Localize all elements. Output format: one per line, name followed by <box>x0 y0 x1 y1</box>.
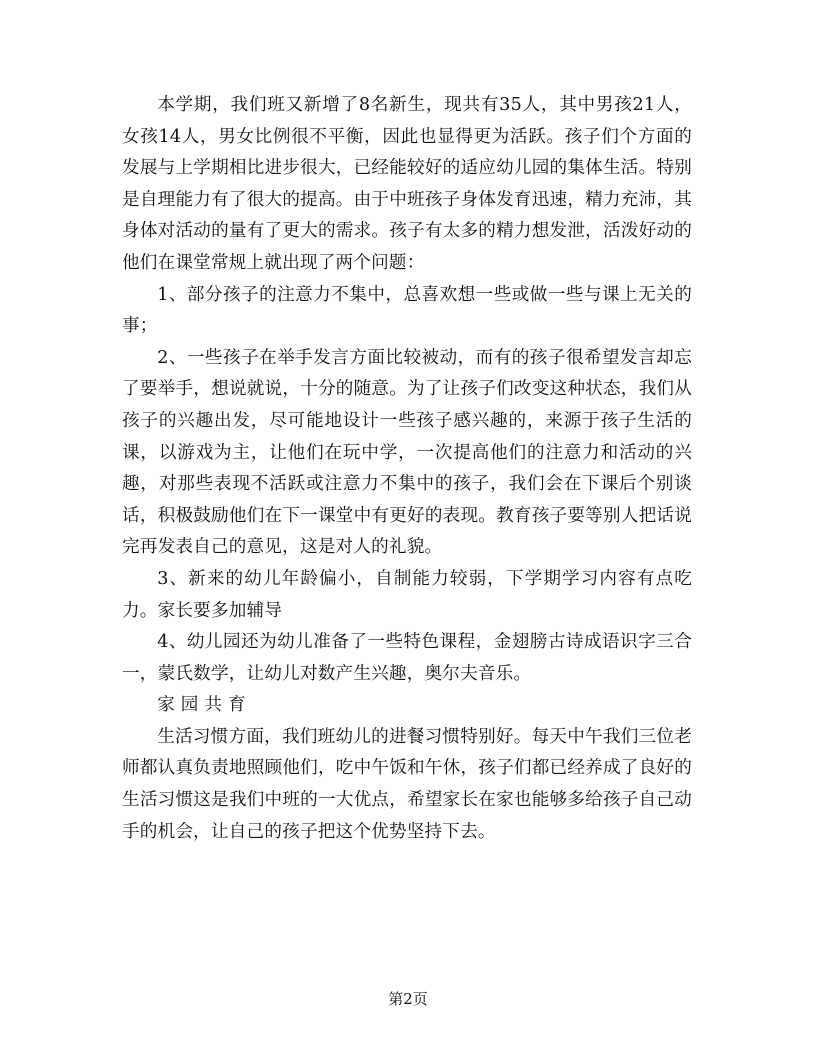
paragraph-new-children: 3、新来的幼儿年龄偏小，自制能力较弱，下学期学习内容有点吃力。家长要多加辅导 <box>122 568 692 621</box>
paragraph-special-courses: 4、幼儿园还为幼儿准备了一些特色课程，金翅膀古诗成语识字三合一，蒙氏数学，让幼儿对数产生兴趣，奥尔夫音乐。 <box>122 632 692 684</box>
document-body <box>122 90 692 848</box>
section-heading-home-school: 家园共育 <box>157 695 252 716</box>
paragraph-issue-attention: 1、部分孩子的注意力不集中，总喜欢想一些或做一些与课上无关的事； <box>122 284 692 337</box>
paragraph-living-habits: 生活习惯方面，我们班幼儿的进餐习惯特别好。每天中午我们三位老师都认真负责地照顾他们，吃中午饭和午休，孩子们都已经养成了良好的生活习惯这是我们中班的一大优点，希望家长在家也能够多给孩子自己动手的机会，让自己的孩子把这个优势坚持下去。 <box>122 726 692 842</box>
paragraph-issue-speaking: 2、一些孩子在举手发言方面比较被动，而有的孩子很希望发言却忘了要举手，想说就说，十分的随意。为了让孩子们改变这种状态，我们从孩子的兴趣出发，尽可能地设计一些孩子感兴趣的，来源于孩子生活的课，以游戏为主，让他们在玩中学，一次提高他们的注意力和活动的兴趣，对那些表现不活跃或注意力不集中的孩子，我们会在下课后个别谈话，积极鼓励他们在下一课堂中有更好的表现。教育孩子要等别人把话说完再发表自己的意见，这是对人的礼貌。 <box>122 347 692 558</box>
paragraph-class-overview: 本学期，我们班又新增了8名新生，现共有35人，其中男孩21人，女孩14人，男女比例很不平衡，因此也显得更为活跃。孩子们个方面的发展与上学期相比进步很大，已经能较好的适应幼儿园的集体生活。特别是自理能力有了很大的提高。由于中班孩子身体发育迅速，精力充沛，其身体对活动的量有了更大的需求。孩子有太多的精力想发泄，活泼好动的他们在课堂常规上就出现了两个问题： <box>122 95 692 273</box>
page-number: 第2页 <box>388 990 428 1008</box>
